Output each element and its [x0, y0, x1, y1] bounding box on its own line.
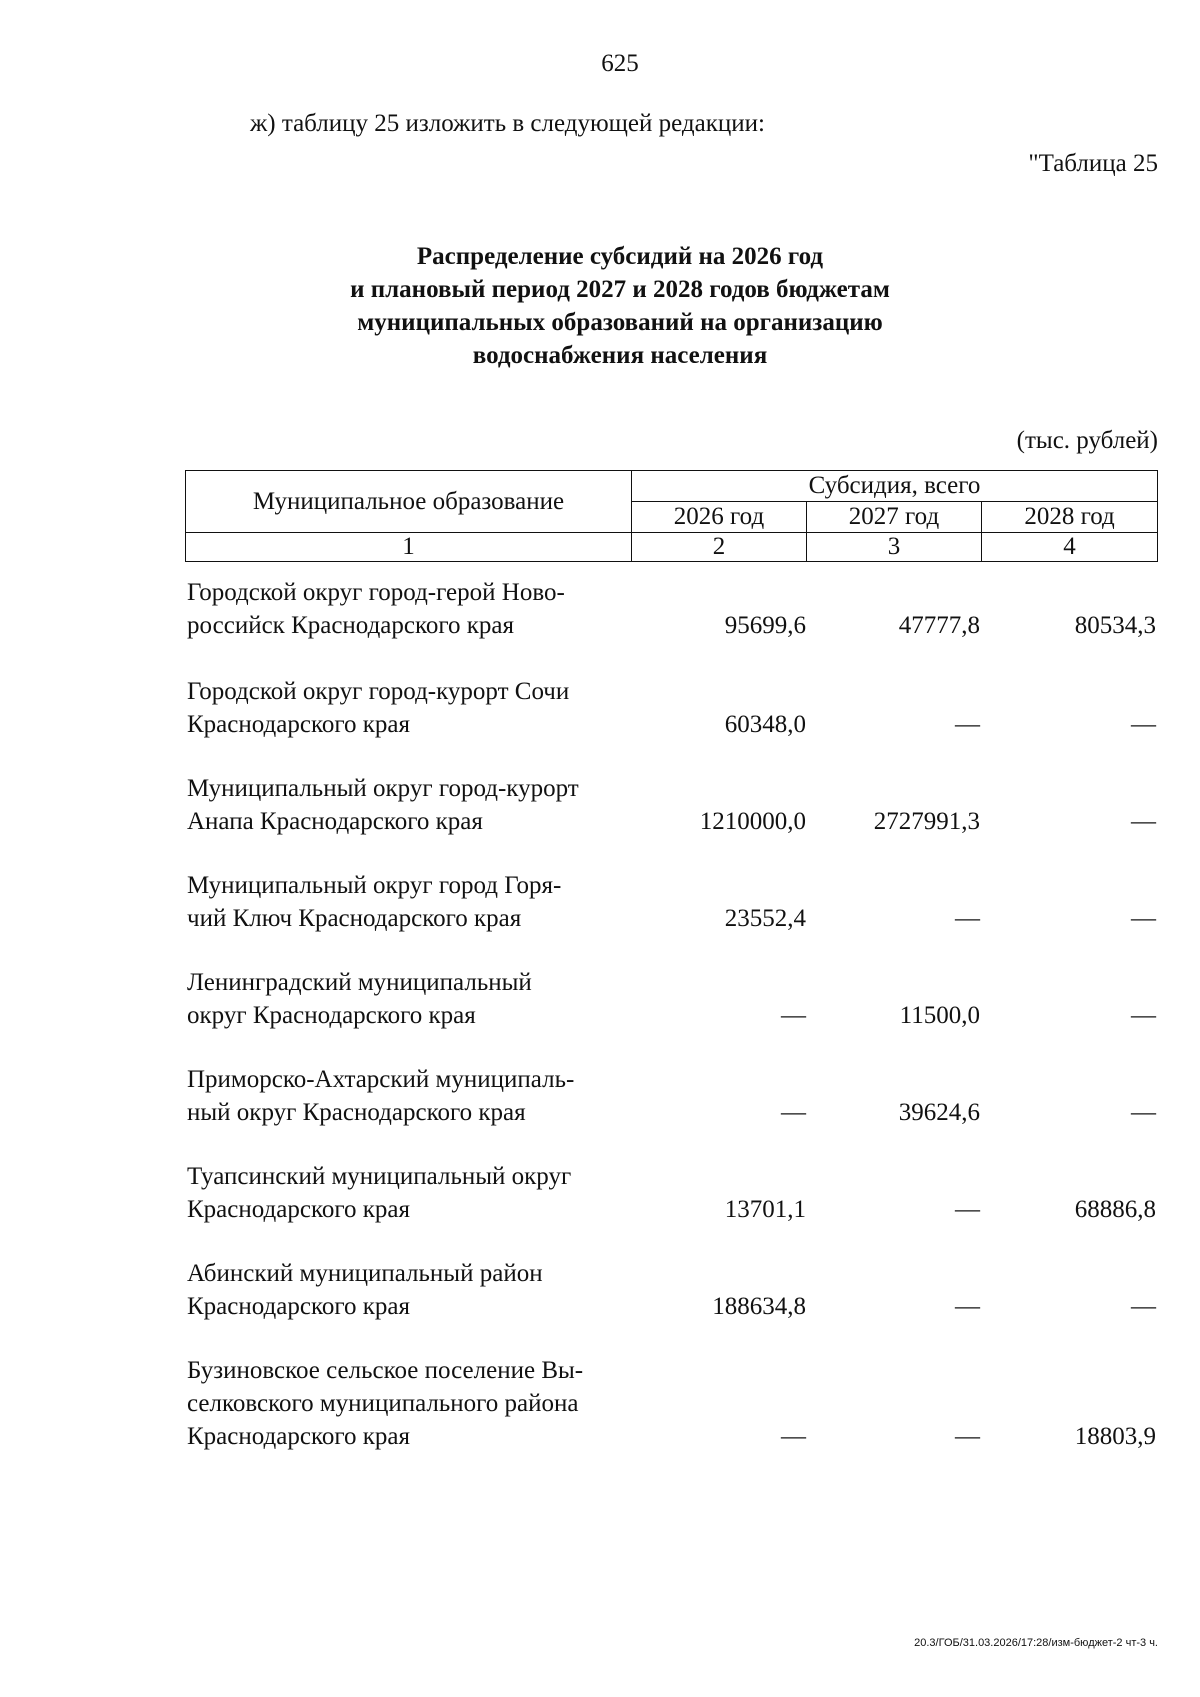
- name-line: чий Ключ Краснодарского края: [187, 905, 522, 932]
- value-2027: —: [955, 711, 980, 738]
- name-line: Приморско-Ахтарский муниципаль-: [187, 1066, 575, 1093]
- name-line: ный округ Краснодарского края: [187, 1099, 526, 1126]
- header-year-2026: 2026 год: [632, 502, 807, 533]
- name-line: Краснодарского края: [187, 711, 410, 738]
- municipality-name: [185, 966, 632, 1032]
- header-municipality: Муниципальное образование: [186, 471, 632, 533]
- header-col-number: 1: [186, 533, 632, 562]
- value-2028: —: [1131, 1293, 1156, 1320]
- units-label: (тыс. рублей): [1016, 427, 1158, 454]
- municipality-name: [185, 869, 632, 935]
- name-line: российск Краснодарского края: [187, 612, 515, 639]
- table-row: [185, 1354, 1157, 1453]
- name-line: Анапа Краснодарского края: [187, 808, 483, 835]
- municipality-name: [185, 1160, 632, 1226]
- table-row: [185, 772, 1157, 869]
- header-year-2028: 2028 год: [982, 502, 1158, 533]
- name-line: Бузиновское сельское поселение Вы-: [187, 1357, 584, 1384]
- value-2026: 95699,6: [724, 612, 806, 639]
- value-2028: —: [1131, 808, 1156, 835]
- value-2026: —: [781, 1002, 806, 1029]
- title-line: водоснабжения населения: [472, 342, 768, 369]
- name-line: Муниципальный округ город Горя-: [187, 872, 562, 899]
- value-2028: 18803,9: [1074, 1423, 1156, 1450]
- page-number: 625: [601, 50, 639, 77]
- name-line: Краснодарского края: [187, 1293, 410, 1320]
- value-2026: 188634,8: [712, 1293, 806, 1320]
- table-row: [185, 966, 1157, 1063]
- name-line: Ленинградский муниципальный: [187, 969, 532, 996]
- municipality-name: [185, 1063, 632, 1129]
- title-line: и плановый период 2027 и 2028 годов бюджетам: [350, 276, 890, 303]
- name-line: Городской округ город-курорт Сочи: [187, 678, 570, 705]
- value-2027: 39624,6: [898, 1099, 980, 1126]
- name-line: Краснодарского края: [187, 1423, 410, 1450]
- title-line: муниципальных образований на организацию: [357, 309, 883, 336]
- name-line: селковского муниципального района: [187, 1390, 579, 1417]
- value-2028: 80534,3: [1074, 612, 1156, 639]
- value-2027: 11500,0: [899, 1002, 980, 1029]
- header-col-number: 2: [632, 533, 807, 562]
- value-2026: 23552,4: [724, 905, 806, 932]
- header-subsidy-total: Субсидия, всего: [632, 471, 1158, 502]
- value-2027: —: [955, 1423, 980, 1450]
- value-2028: 68886,8: [1074, 1196, 1156, 1223]
- value-2026: 60348,0: [724, 711, 806, 738]
- table-row: [185, 869, 1157, 966]
- document-title: [300, 240, 940, 372]
- municipality-name: [185, 1257, 632, 1323]
- name-line: Муниципальный округ город-курорт: [187, 775, 579, 802]
- value-2028: —: [1131, 711, 1156, 738]
- value-2026: —: [781, 1099, 806, 1126]
- municipality-name: [185, 1354, 632, 1453]
- header-col-number: 4: [982, 533, 1158, 562]
- name-line: округ Краснодарского края: [187, 1002, 476, 1029]
- footer-code: 20.3/ГОБ/31.03.2026/17:28/изм-бюджет-2 чт-3 ч.: [914, 1637, 1158, 1649]
- header-col-number: 3: [807, 533, 982, 562]
- municipality-name: [185, 675, 632, 741]
- value-2027: —: [955, 905, 980, 932]
- table-caption: "Таблица 25: [1028, 150, 1158, 177]
- name-line: Абинский муниципальный район: [187, 1260, 543, 1287]
- value-2027: —: [955, 1196, 980, 1223]
- value-2027: 47777,8: [898, 612, 980, 639]
- table-header: [185, 470, 1158, 562]
- municipality-name: [185, 576, 632, 642]
- name-line: Городской округ город-герой Ново-: [187, 579, 565, 606]
- title-line: Распределение субсидий на 2026 год: [416, 243, 824, 270]
- table-body: [185, 576, 1157, 1453]
- header-year-2027: 2027 год: [807, 502, 982, 533]
- value-2028: —: [1131, 1099, 1156, 1126]
- table-row: [185, 1257, 1157, 1354]
- table-row: [185, 1160, 1157, 1257]
- value-2027: —: [955, 1293, 980, 1320]
- value-2026: 1210000,0: [699, 808, 806, 835]
- value-2026: —: [781, 1423, 806, 1450]
- value-2027: 2727991,3: [873, 808, 980, 835]
- municipality-name: [185, 772, 632, 838]
- table-row: [185, 675, 1157, 772]
- value-2028: —: [1131, 1002, 1156, 1029]
- intro-text: ж) таблицу 25 изложить в следующей редакции:: [250, 110, 765, 137]
- value-2026: 13701,1: [724, 1196, 806, 1223]
- table-row: [185, 1063, 1157, 1160]
- name-line: Краснодарского края: [187, 1196, 410, 1223]
- table-row: [185, 576, 1157, 675]
- name-line: Туапсинский муниципальный округ: [187, 1163, 572, 1190]
- value-2028: —: [1131, 905, 1156, 932]
